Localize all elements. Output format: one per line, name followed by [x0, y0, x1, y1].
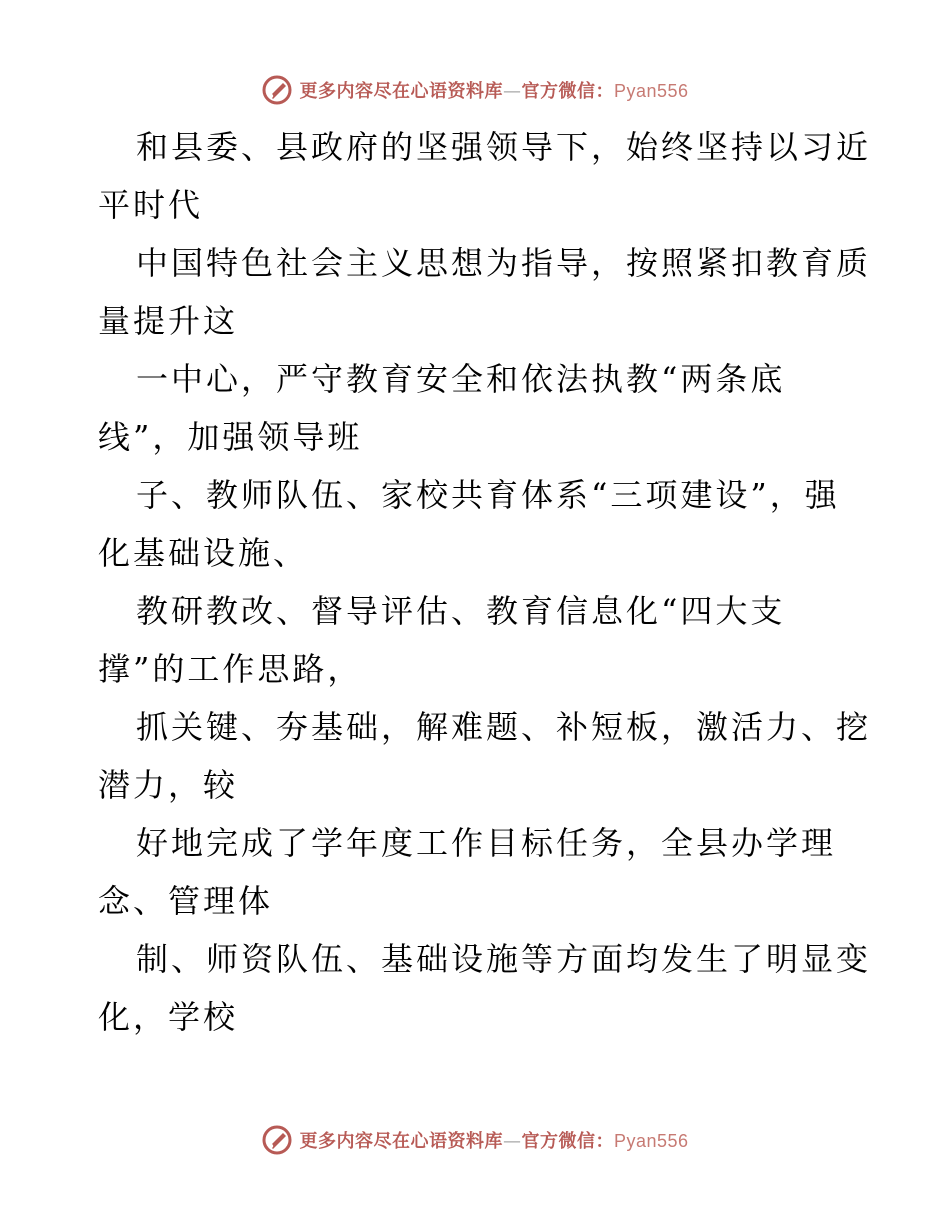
body-line: 念、管理体 — [98, 882, 274, 920]
watermark-wechat-label: 官方微信： — [521, 1131, 614, 1152]
body-line: 教研教改、督导评估、教育信息化“四大支 — [136, 592, 786, 630]
fountain-pen-logo-icon — [261, 74, 293, 106]
header-watermark — [0, 70, 950, 110]
body-line: 制、师资队伍、基础设施等方面均发生了明显变 — [136, 940, 872, 978]
watermark-separator: — — [502, 81, 522, 102]
body-line: 子、教师队伍、家校共育体系“三项建设”，强 — [136, 476, 840, 514]
body-line: 化基础设施、 — [98, 534, 309, 572]
body-line: 化，学校 — [98, 998, 239, 1036]
document-body — [98, 118, 872, 1046]
body-line: 潜力，较 — [98, 766, 239, 804]
footer-watermark — [0, 1120, 950, 1160]
watermark-text — [299, 77, 688, 103]
body-line: 中国特色社会主义思想为指导，按照紧扣教育质 — [136, 244, 872, 282]
watermark-wechat-label: 官方微信： — [521, 81, 614, 102]
watermark-separator: — — [502, 1131, 522, 1152]
body-line: 一中心，严守教育安全和依法执教“两条底 — [136, 360, 786, 398]
body-line: 线”，加强领导班 — [98, 418, 363, 456]
body-line: 量提升这 — [98, 302, 239, 340]
body-line: 抓关键、夯基础，解难题、补短板，激活力、挖 — [136, 708, 872, 746]
body-line: 好地完成了学年度工作目标任务，全县办学理 — [136, 824, 837, 862]
watermark-site-label: 更多内容尽在心语资料库 — [299, 1131, 503, 1152]
watermark-text — [299, 1127, 688, 1153]
fountain-pen-logo-icon — [261, 1124, 293, 1156]
watermark-wechat-id: Pyan556 — [613, 81, 689, 101]
body-line: 撑”的工作思路， — [98, 650, 363, 688]
body-line: 平时代 — [98, 186, 204, 224]
watermark-wechat-id: Pyan556 — [613, 1131, 689, 1151]
watermark-site-label: 更多内容尽在心语资料库 — [299, 81, 503, 102]
body-line: 和县委、县政府的坚强领导下，始终坚持以习近 — [136, 128, 872, 166]
